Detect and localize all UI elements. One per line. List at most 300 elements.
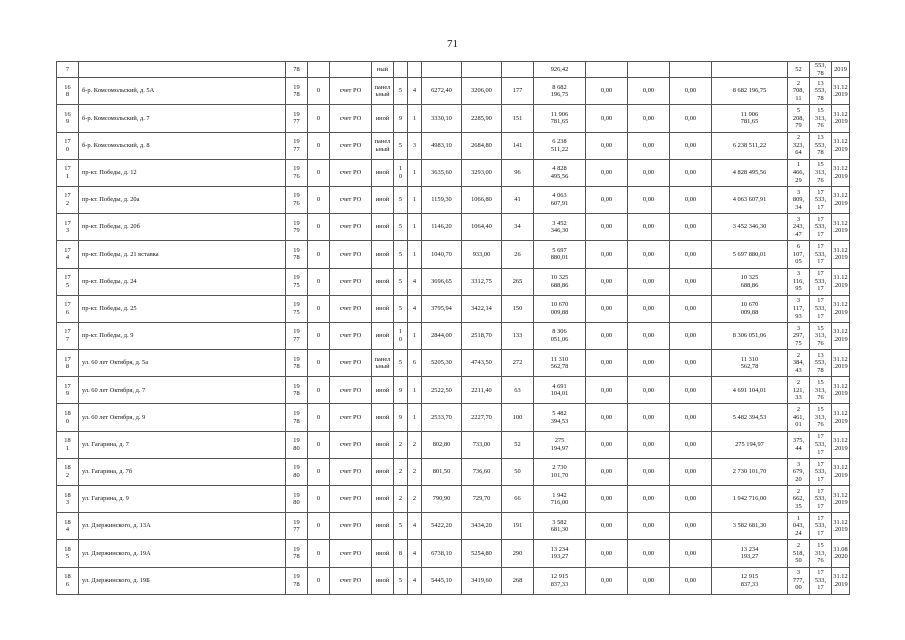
cell-row-number: 17 2 [57,186,79,213]
table-row [57,404,850,431]
cell-living-area: 733,00 [462,431,502,458]
cell-unit-cost: 3 809, 34 [788,186,810,213]
cell-unit-cost: 5 208, 79 [788,105,810,132]
cell-unit-cost: 2 384, 43 [788,350,810,377]
cell-residents: 100 [502,404,534,431]
cell-cost-c [670,62,712,78]
cell-account-type: счет РО [330,295,372,322]
cell-row-number: 16 8 [57,78,79,105]
cell-year-built: 19 80 [286,486,308,513]
cell-address [79,62,286,78]
cell-cost-c: 0,00 [670,159,712,186]
cell-col-zero: 0 [308,241,330,268]
cell-max-unit-cost: 15 313, 76 [810,540,832,567]
cell-cost-b: 0,00 [628,377,670,404]
cell-cost-total: 8 682 196,75 [712,78,788,105]
cell-cost-c: 0,00 [670,404,712,431]
cell-year-built: 19 78 [286,241,308,268]
cell-total-area: 1040,70 [422,241,462,268]
cell-cost-b: 0,00 [628,295,670,322]
cell-wall-material: иной [372,268,394,295]
cell-col-zero: 0 [308,159,330,186]
cell-unit-cost: 3 777, 00 [788,567,810,594]
table-row [57,458,850,485]
cell-address: ул. Дзержинского, д. 19А [79,540,286,567]
table-row [57,513,850,540]
cell-total-cost: 1 942 716,00 [534,486,586,513]
cell-wall-material: иной [372,458,394,485]
cell-floors: 5 [394,513,408,540]
cell-account-type: счет РО [330,186,372,213]
cell-wall-material: панел ьный [372,78,394,105]
cell-living-area: 3293,00 [462,159,502,186]
cell-entrances: 4 [408,268,422,295]
cell-row-number: 17 0 [57,132,79,159]
cell-account-type: счет РО [330,458,372,485]
cell-max-unit-cost: 17 533, 17 [810,241,832,268]
cell-residents: 41 [502,186,534,213]
cell-living-area [462,62,502,78]
cell-total-cost: 4 828 495,56 [534,159,586,186]
cell-cost-c: 0,00 [670,567,712,594]
table-row [57,105,850,132]
table-row [57,295,850,322]
cell-residents: 265 [502,268,534,295]
cell-cost-c: 0,00 [670,241,712,268]
cell-account-type: счет РО [330,350,372,377]
cell-unit-cost: 1 466, 29 [788,159,810,186]
cell-floors: 5 [394,78,408,105]
cell-total-area: 6738,10 [422,540,462,567]
cell-year-built: 19 77 [286,322,308,349]
cell-total-cost: 11 906 781,65 [534,105,586,132]
cell-floors: 2 [394,458,408,485]
cell-cost-total: 4 691 104,01 [712,377,788,404]
cell-deadline: 31.12 .2019 [832,377,850,404]
cell-deadline: 31.12 .2019 [832,322,850,349]
table-row [57,78,850,105]
cell-wall-material: иной [372,377,394,404]
cell-max-unit-cost: 17 533, 17 [810,268,832,295]
cell-deadline: 31.12 .2019 [832,295,850,322]
cell-address: б-р. Комсомольский, д. 7 [79,105,286,132]
cell-wall-material: ный [372,62,394,78]
cell-address: ул. Дзержинского, д. 19Б [79,567,286,594]
cell-max-unit-cost: 17 533, 17 [810,458,832,485]
table-row [57,377,850,404]
cell-cost-c: 0,00 [670,350,712,377]
cell-cost-c: 0,00 [670,322,712,349]
cell-row-number: 16 9 [57,105,79,132]
cell-deadline: 31.12 .2019 [832,567,850,594]
cell-residents: 50 [502,458,534,485]
cell-deadline: 31.12 .2019 [832,268,850,295]
cell-total-area: 5422,20 [422,513,462,540]
cell-entrances: 1 [408,404,422,431]
cell-col-zero: 0 [308,540,330,567]
cell-cost-b: 0,00 [628,540,670,567]
cell-cost-a: 0,00 [586,322,628,349]
cell-col-zero: 0 [308,105,330,132]
cell-floors: 9 [394,377,408,404]
cell-total-area: 801,50 [422,458,462,485]
cell-cost-c: 0,00 [670,105,712,132]
cell-residents: 191 [502,513,534,540]
cell-address: пр-кт. Победы, д. 20б [79,214,286,241]
cell-address: б-р. Комсомольский, д. 8 [79,132,286,159]
cell-living-area: 4743,50 [462,350,502,377]
cell-entrances: 1 [408,241,422,268]
cell-year-built: 19 78 [286,78,308,105]
cell-cost-a: 0,00 [586,268,628,295]
cell-living-area: 1066,80 [462,186,502,213]
cell-cost-c: 0,00 [670,486,712,513]
cell-floors: 9 [394,404,408,431]
cell-max-unit-cost: 553, 78 [810,62,832,78]
cell-living-area: 729,70 [462,486,502,513]
cell-floors: 8 [394,540,408,567]
cell-address: пр-кт. Победы, д. 20а [79,186,286,213]
cell-total-area: 3330,10 [422,105,462,132]
cell-cost-a: 0,00 [586,105,628,132]
cell-row-number: 17 7 [57,322,79,349]
cell-row-number: 18 5 [57,540,79,567]
cell-wall-material: иной [372,295,394,322]
cell-account-type: счет РО [330,268,372,295]
cell-wall-material: иной [372,513,394,540]
cell-max-unit-cost: 13 553, 78 [810,78,832,105]
cell-row-number: 18 6 [57,567,79,594]
cell-total-cost: 8 306 051,06 [534,322,586,349]
cell-floors: 1 0 [394,159,408,186]
cell-account-type: счет РО [330,540,372,567]
cell-deadline: 31.12 .2019 [832,159,850,186]
cell-total-cost: 2 730 101,70 [534,458,586,485]
cell-row-number: 17 1 [57,159,79,186]
cell-cost-total: 4 828 495,56 [712,159,788,186]
cell-cost-b: 0,00 [628,105,670,132]
cell-col-zero: 0 [308,78,330,105]
cell-cost-a: 0,00 [586,404,628,431]
cell-unit-cost: 2 121, 33 [788,377,810,404]
cell-living-area: 3206,00 [462,78,502,105]
cell-unit-cost: 2 662, 35 [788,486,810,513]
cell-residents [502,62,534,78]
cell-total-area: 6272,40 [422,78,462,105]
cell-row-number: 17 9 [57,377,79,404]
cell-year-built: 19 80 [286,458,308,485]
cell-wall-material: иной [372,159,394,186]
cell-cost-c: 0,00 [670,78,712,105]
cell-entrances: 4 [408,567,422,594]
cell-living-area: 3312,75 [462,268,502,295]
cell-unit-cost: 2 518, 50 [788,540,810,567]
cell-wall-material: иной [372,322,394,349]
table-body [57,62,850,595]
cell-max-unit-cost: 13 553, 78 [810,350,832,377]
cell-year-built: 19 77 [286,132,308,159]
table-row [57,540,850,567]
cell-entrances: 1 [408,322,422,349]
cell-row-number: 17 6 [57,295,79,322]
cell-total-cost: 5 697 880,01 [534,241,586,268]
table-row [57,567,850,594]
cell-total-area: 3635,60 [422,159,462,186]
cell-cost-a: 0,00 [586,486,628,513]
cell-max-unit-cost: 17 533, 17 [810,513,832,540]
cell-cost-b: 0,00 [628,486,670,513]
cell-cost-total: 11 906 781,65 [712,105,788,132]
cell-floors: 5 [394,186,408,213]
cell-deadline: 31.12 .2019 [832,458,850,485]
cell-cost-a: 0,00 [586,377,628,404]
table-row [57,214,850,241]
cell-floors: 9 [394,105,408,132]
cell-account-type: счет РО [330,78,372,105]
cell-total-cost: 4 063 607,91 [534,186,586,213]
cell-residents: 63 [502,377,534,404]
cell-row-number: 17 4 [57,241,79,268]
cell-deadline: 31.12 .2019 [832,431,850,458]
cell-total-cost: 6 238 511,22 [534,132,586,159]
cell-row-number: 18 0 [57,404,79,431]
cell-cost-b: 0,00 [628,186,670,213]
cell-living-area: 933,00 [462,241,502,268]
cell-entrances: 4 [408,513,422,540]
table-row [57,268,850,295]
cell-cost-a: 0,00 [586,159,628,186]
cell-entrances: 1 [408,159,422,186]
cell-address: ул. Гагарина, д. 7б [79,458,286,485]
cell-max-unit-cost: 17 533, 17 [810,431,832,458]
cell-floors [394,62,408,78]
cell-total-area: 5445,10 [422,567,462,594]
cell-cost-total: 4 063 607,91 [712,186,788,213]
cell-max-unit-cost: 15 313, 76 [810,377,832,404]
cell-year-built: 19 78 [286,350,308,377]
cell-max-unit-cost: 15 313, 76 [810,404,832,431]
cell-cost-total: 13 234 193,27 [712,540,788,567]
cell-account-type: счет РО [330,513,372,540]
cell-entrances: 2 [408,486,422,513]
cell-total-cost: 275 194,97 [534,431,586,458]
cell-floors: 5 [394,350,408,377]
cell-unit-cost: 2 323, 64 [788,132,810,159]
cell-total-cost: 10 670 009,88 [534,295,586,322]
cell-cost-c: 0,00 [670,540,712,567]
cell-address: ул. Гагарина, д. 9 [79,486,286,513]
cell-living-area: 2285,90 [462,105,502,132]
cell-total-area: 3795,94 [422,295,462,322]
cell-unit-cost: 3 117, 93 [788,295,810,322]
cell-residents: 150 [502,295,534,322]
table-row [57,322,850,349]
cell-address: ул. 60 лет Октября, д. 5а [79,350,286,377]
cell-living-area: 3434,20 [462,513,502,540]
cell-wall-material: панел ьный [372,350,394,377]
cell-entrances: 1 [408,377,422,404]
cell-floors: 5 [394,295,408,322]
cell-wall-material: панел ьный [372,132,394,159]
cell-deadline: 31.12 .2019 [832,186,850,213]
cell-floors: 5 [394,567,408,594]
cell-wall-material: иной [372,214,394,241]
cell-address: пр-кт. Победы, д. 21 вставка [79,241,286,268]
cell-residents: 290 [502,540,534,567]
cell-entrances: 1 [408,105,422,132]
cell-cost-a: 0,00 [586,431,628,458]
cell-col-zero: 0 [308,431,330,458]
cell-unit-cost: 3 679, 20 [788,458,810,485]
cell-row-number: 18 2 [57,458,79,485]
cell-cost-b: 0,00 [628,513,670,540]
cell-address: пр-кт. Победы, д. 25 [79,295,286,322]
cell-cost-total: 6 238 511,22 [712,132,788,159]
cell-address: ул. 60 лет Октября, д. 7 [79,377,286,404]
cell-total-cost: 3 582 681,30 [534,513,586,540]
cell-total-cost: 5 482 394,53 [534,404,586,431]
cell-cost-a: 0,00 [586,540,628,567]
cell-unit-cost: 3 243, 47 [788,214,810,241]
cell-residents: 96 [502,159,534,186]
cell-col-zero: 0 [308,486,330,513]
cell-col-zero: 0 [308,186,330,213]
cell-cost-a: 0,00 [586,350,628,377]
cell-cost-total: 3 452 346,30 [712,214,788,241]
cell-floors: 5 [394,268,408,295]
cell-year-built: 19 75 [286,268,308,295]
cell-residents: 177 [502,78,534,105]
cell-total-cost: 8 682 196,75 [534,78,586,105]
cell-floors: 1 0 [394,322,408,349]
cell-cost-b [628,62,670,78]
table-row [57,159,850,186]
cell-cost-a: 0,00 [586,295,628,322]
cell-account-type: счет РО [330,241,372,268]
cell-max-unit-cost: 17 533, 17 [810,214,832,241]
cell-living-area: 2227,70 [462,404,502,431]
cell-cost-b: 0,00 [628,458,670,485]
cell-account-type: счет РО [330,159,372,186]
cell-row-number: 17 5 [57,268,79,295]
page-number: 71 [447,38,458,50]
cell-cost-a: 0,00 [586,186,628,213]
cell-residents: 52 [502,431,534,458]
cell-row-number: 18 4 [57,513,79,540]
cell-total-area: 2533,70 [422,404,462,431]
cell-cost-b: 0,00 [628,567,670,594]
cell-residents: 34 [502,214,534,241]
table-row [57,132,850,159]
cell-unit-cost: 1 043, 24 [788,513,810,540]
cell-wall-material: иной [372,567,394,594]
cell-wall-material: иной [372,486,394,513]
cell-total-area: 1159,30 [422,186,462,213]
cell-col-zero: 0 [308,377,330,404]
cell-col-zero: 0 [308,458,330,485]
cell-floors: 5 [394,241,408,268]
cell-cost-a: 0,00 [586,567,628,594]
cell-unit-cost: 375, 44 [788,431,810,458]
cell-living-area: 2211,40 [462,377,502,404]
cell-unit-cost: 6 107, 05 [788,241,810,268]
cell-entrances: 2 [408,431,422,458]
cell-total-area: 5205,30 [422,350,462,377]
cell-deadline: 31.12 .2019 [832,105,850,132]
cell-cost-total: 12 915 837,33 [712,567,788,594]
cell-year-built: 19 78 [286,404,308,431]
cell-col-zero [308,62,330,78]
cell-wall-material: иной [372,186,394,213]
cell-cost-b: 0,00 [628,78,670,105]
cell-cost-total: 3 582 681,30 [712,513,788,540]
cell-floors: 2 [394,431,408,458]
cell-cost-c: 0,00 [670,431,712,458]
cell-deadline: 31.12 .2019 [832,486,850,513]
cell-floors: 5 [394,132,408,159]
cell-max-unit-cost: 15 313, 76 [810,322,832,349]
cell-cost-b: 0,00 [628,214,670,241]
cell-cost-b: 0,00 [628,159,670,186]
cell-cost-c: 0,00 [670,268,712,295]
cell-total-area: 3696,65 [422,268,462,295]
cell-cost-b: 0,00 [628,350,670,377]
cell-address: ул. Дзержинского, д. 13А [79,513,286,540]
cell-year-built: 19 76 [286,186,308,213]
cell-address: б-р. Комсомольский, д. 5А [79,78,286,105]
cell-cost-a: 0,00 [586,132,628,159]
cell-address: ул. 60 лет Октября, д. 9 [79,404,286,431]
cell-deadline: 31.12 .2019 [832,78,850,105]
cell-total-cost: 4 691 104,01 [534,377,586,404]
cell-account-type: счет РО [330,431,372,458]
cell-entrances: 3 [408,132,422,159]
cell-cost-b: 0,00 [628,268,670,295]
cell-residents: 141 [502,132,534,159]
cell-cost-total: 8 306 051,06 [712,322,788,349]
housing-register-table [56,61,850,595]
cell-year-built: 19 78 [286,567,308,594]
cell-residents: 66 [502,486,534,513]
cell-address: пр-кт. Победы, д. 9 [79,322,286,349]
cell-unit-cost: 2 708, 11 [788,78,810,105]
cell-total-area: 1146,20 [422,214,462,241]
cell-entrances [408,62,422,78]
cell-deadline: 31.12 .2019 [832,350,850,377]
cell-wall-material: иной [372,431,394,458]
cell-address: ул. Гагарина, д. 7 [79,431,286,458]
cell-cost-c: 0,00 [670,214,712,241]
cell-living-area: 1064,40 [462,214,502,241]
table-row-partial [57,62,850,78]
cell-cost-b: 0,00 [628,132,670,159]
cell-max-unit-cost: 15 313, 76 [810,159,832,186]
cell-cost-total: 1 942 716,00 [712,486,788,513]
table-row [57,186,850,213]
cell-residents: 133 [502,322,534,349]
cell-account-type: счет РО [330,322,372,349]
cell-total-area: 802,80 [422,431,462,458]
cell-cost-a: 0,00 [586,241,628,268]
cell-living-area: 736,60 [462,458,502,485]
cell-account-type [330,62,372,78]
cell-col-zero: 0 [308,404,330,431]
table-row [57,486,850,513]
cell-entrances: 4 [408,295,422,322]
cell-address: пр-кт. Победы, д. 12 [79,159,286,186]
cell-total-area: 2522,50 [422,377,462,404]
cell-col-zero: 0 [308,513,330,540]
